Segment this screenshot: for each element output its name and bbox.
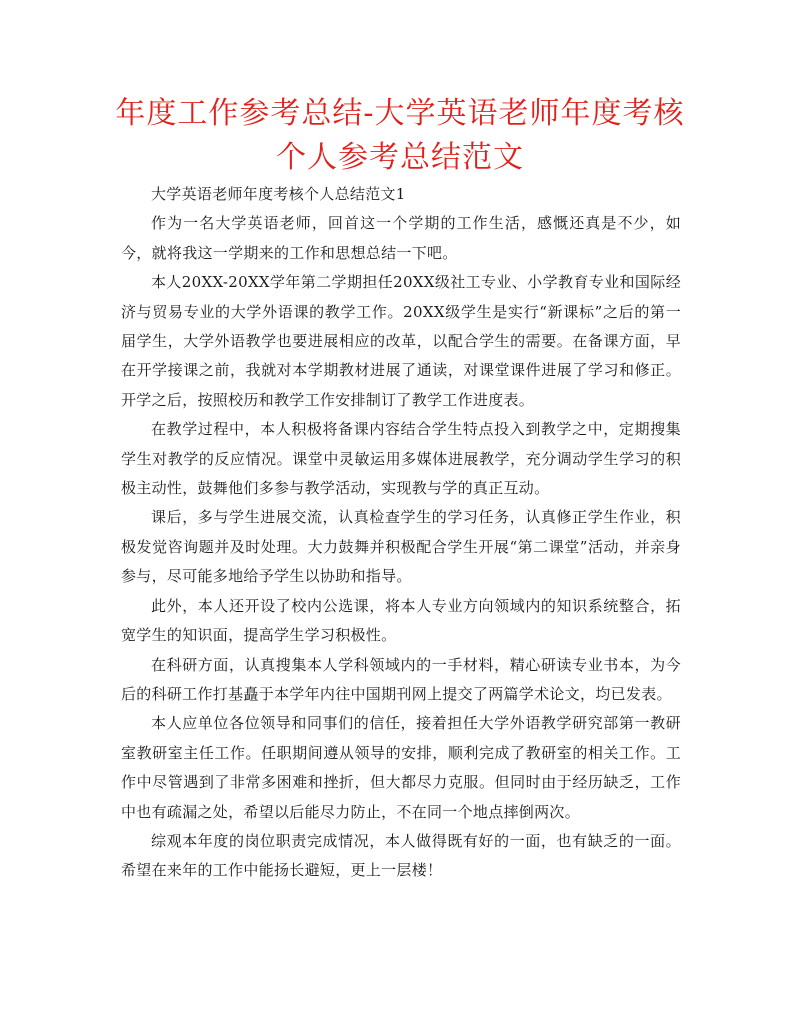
section-heading: 大学英语老师年度考核个人总结范文1 [151,185,406,203]
paragraph-teaching-duties: 本人20XX-20XX学年第二学期担任20XX级社工专业、小学教育专业和国际经济与贸易专业的大学外语课的教学工作。20XX级学生是实行“新课标”之后的第一届学生，大学外语教学也要进展相应的改革，以配合学生的需要。在备课方面，早在开学接课之前，我就对本学期教材进展了通读，对课堂课件进展了学习和修正。开学之后，按照校历和教学工作安排制订了教学工作进度表。 [121,273,681,409]
paragraph-research: 在科研方面，认真搜集本人学科领域内的一手材料，精心研读专业书本，为今后的科研工作打基矗于本学年内往中国期刊网上提交了两篇学术论文，均已发表。 [121,655,681,703]
document-body [121,180,681,886]
paragraph-elective-course: 此外，本人还开设了校内公选课，将本人专业方向领域内的知识系统整合，拓宽学生的知识面，提高学生学习积极性。 [121,596,681,645]
paragraph-conclusion: 综观本年度的岗位职责完成情况，本人做得既有好的一面，也有缺乏的一面。希望在来年的工作中能扬长避短，更上一层楼！ [121,831,681,880]
paragraph-teaching-process: 在教学过程中，本人积极将备课内容结合学生特点投入到教学之中，定期搜集学生对教学的反应情况。课堂中灵敏运用多媒体进展教学，充分调动学生学习的积极主动性，鼓舞他们多参与教学活动，实现教与学的真正互动。 [121,420,681,498]
paragraph-after-class: 课后，多与学生进展交流，认真检查学生的学习任务，认真修正学生作业，积极发觉咨询题并及时处理。大力鼓舞并积极配合学生开展“第二课堂”活动，并亲身参与，尽可能多地给予学生以协助和指导。 [121,508,681,586]
document-title: 年度工作参考总结-大学英语老师年度考核个人参考总结范文 [115,96,685,175]
paragraph-office-work: 本人应单位各位领导和同事们的信任，接着担任大学外语教学研究部第一教研室教研室主任工作。任职期间遵从领导的安排，顺利完成了教研室的相关工作。工作中尽管遇到了非常多困难和挫折，但大都尽力克服。但同时由于经历缺乏，工作中也有疏漏之处，希望以后能尽力防止，不在同一个地点摔倒两次。 [121,714,681,821]
paragraph-intro: 作为一名大学英语老师，回首这一个学期的工作生活，感慨还真是不少，如今，就将我这一学期来的工作和思想总结一下吧。 [121,214,681,262]
